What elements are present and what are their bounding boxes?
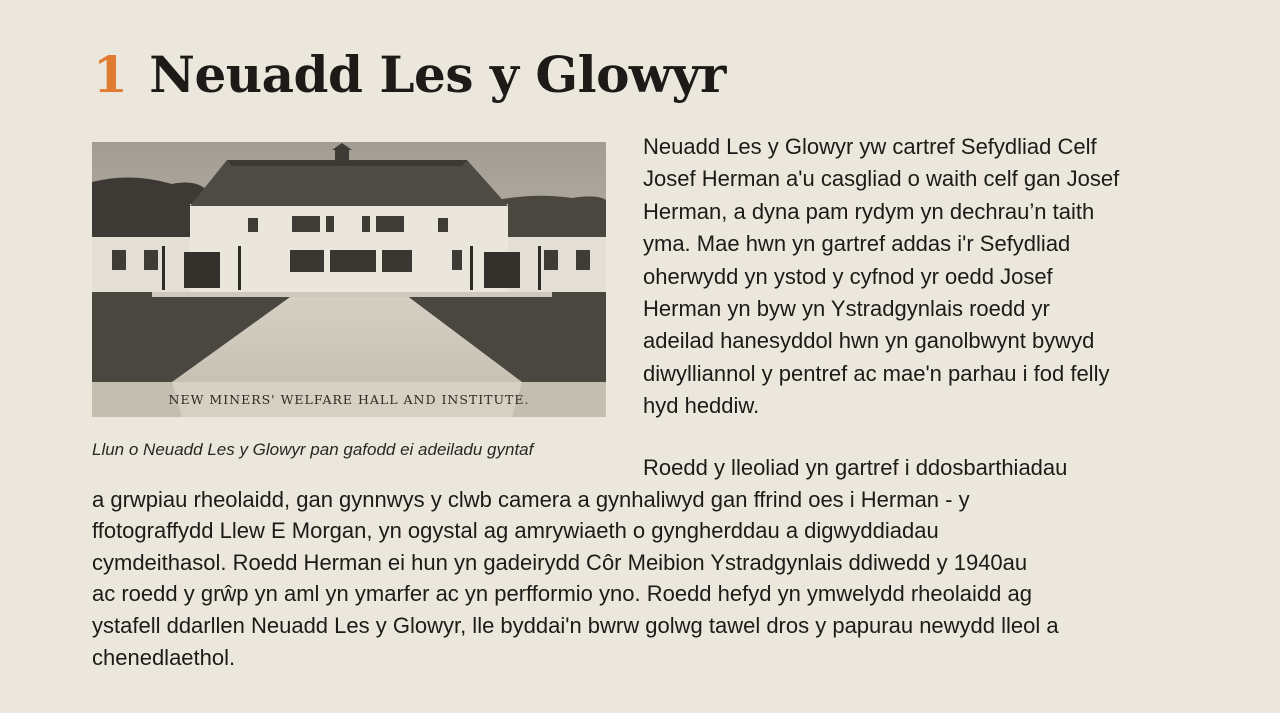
photo-inscription: NEW MINERS' WELFARE HALL AND INSTITUTE. [168, 392, 530, 407]
paragraph-line: cymdeithasol. Roedd Herman ei hun yn gadeirydd Côr Meibion Ystradgynlais ddiwedd y 1940au [92, 549, 1028, 575]
paragraph-line: chenedlaethol. [92, 644, 236, 670]
paragraph-line: ffotograffydd Llew E Morgan, yn ogystal ag amrywiaeth o gyngherddau a digwyddiadau [92, 518, 939, 544]
paragraph-line: adeilad hanesyddol hwn yn ganolbwynt bywyd [643, 328, 1095, 354]
historic-photo [92, 142, 606, 417]
paragraph-line: Neuadd Les y Glowyr yw cartref Sefydliad Celf [643, 134, 1097, 159]
paragraph-intro [643, 131, 1243, 423]
page-title: Neuadd Les y Glowyr [149, 45, 726, 104]
paragraph-line: ac roedd y grŵp yn aml yn ymarfer ac yn perfformio yno. Roedd hefyd yn ymwelydd rheolaidd ag [92, 581, 1032, 607]
paragraph-activities [92, 452, 1242, 673]
paragraph-line: a grwpiau rheolaidd, gan gynnwys y clwb camera a gynhaliwyd gan ffrind oes i Herman - y [92, 486, 970, 512]
paragraph-line: yma. Mae hwn yn gartref addas i'r Sefydliad [643, 231, 1071, 257]
paragraph-line: diwylliannol y pentref ac mae'n parhau i fod felly [643, 360, 1110, 386]
section-number: 1 [93, 45, 128, 104]
paragraph-line: Herman, a dyna pam rydym yn dechrau’n taith [643, 198, 1095, 224]
photo-caption: Llun o Neuadd Les y Glowyr pan gafodd ei adeiladu gyntaf [92, 440, 534, 459]
paragraph-line: hyd heddiw. [643, 393, 760, 419]
paragraph-line: Roedd y lleoliad yn gartref i ddosbarthiadau [643, 455, 1068, 480]
paragraph-line: Josef Herman a'u casgliad o waith celf gan Josef [643, 166, 1120, 192]
paragraph-line: oherwydd yn ystod y cyfnod yr oedd Josef [643, 263, 1053, 289]
page-heading [93, 40, 726, 110]
hall-photo-illustration [92, 142, 606, 417]
paragraph-line: Herman yn byw yn Ystradgynlais roedd yr [643, 296, 1050, 322]
paragraph-line: ystafell ddarllen Neuadd Les y Glowyr, lle byddai'n bwrw golwg tawel dros y papurau newydd lleol a [92, 612, 1059, 638]
